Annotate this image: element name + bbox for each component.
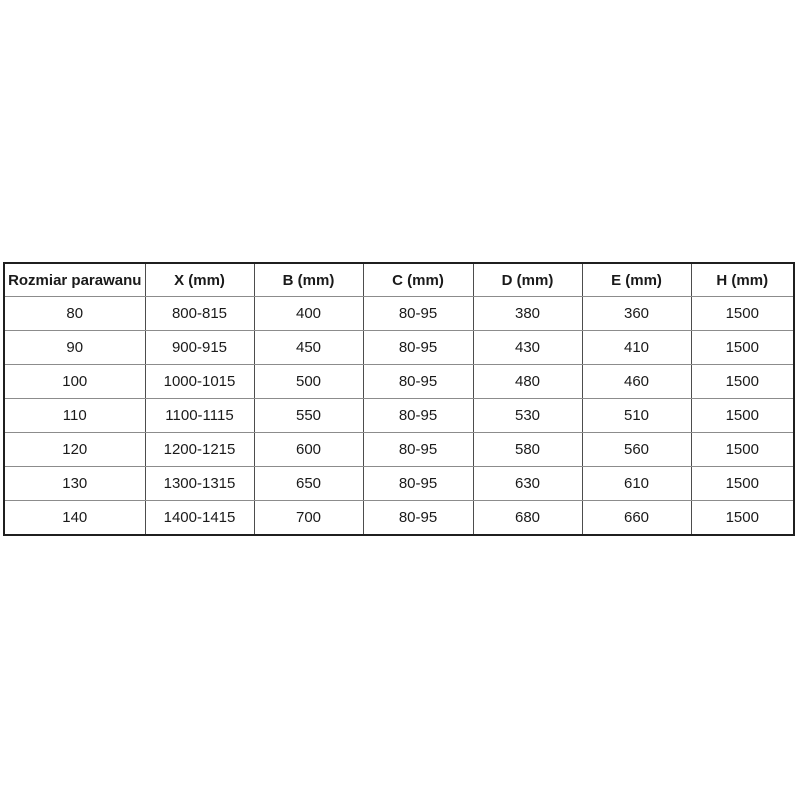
table-cell: 460	[582, 365, 691, 399]
table-row-100	[4, 365, 794, 399]
table-cell: 360	[582, 297, 691, 331]
header-row	[4, 263, 794, 297]
table-cell: 1500	[691, 297, 794, 331]
table-cell: 550	[254, 399, 363, 433]
table-cell: 700	[254, 501, 363, 536]
table-cell: 1500	[691, 399, 794, 433]
table-cell: 430	[473, 331, 582, 365]
table-cell: 660	[582, 501, 691, 536]
table-cell: 80-95	[363, 501, 473, 536]
table-cell: 680	[473, 501, 582, 536]
table-row-80	[4, 297, 794, 331]
table-cell: 1100-1115	[145, 399, 254, 433]
size-spec-table	[3, 262, 795, 536]
table-cell: 530	[473, 399, 582, 433]
table-cell: 410	[582, 331, 691, 365]
column-header-x-mm: X (mm)	[145, 263, 254, 297]
table-cell: 80-95	[363, 297, 473, 331]
table-cell: 1500	[691, 331, 794, 365]
table-cell: 610	[582, 467, 691, 501]
table-cell: 1500	[691, 501, 794, 536]
table-cell: 80	[4, 297, 145, 331]
table-container	[3, 262, 795, 536]
table-cell: 1200-1215	[145, 433, 254, 467]
table-cell: 100	[4, 365, 145, 399]
column-header-c-mm: C (mm)	[363, 263, 473, 297]
table-cell: 80-95	[363, 399, 473, 433]
table-cell: 1500	[691, 467, 794, 501]
table-cell: 500	[254, 365, 363, 399]
table-cell: 900-915	[145, 331, 254, 365]
table-cell: 380	[473, 297, 582, 331]
table-cell: 560	[582, 433, 691, 467]
table-row-120	[4, 433, 794, 467]
column-header-rozmiar-parawanu: Rozmiar parawanu	[4, 263, 145, 297]
table-cell: 1400-1415	[145, 501, 254, 536]
table-row-90	[4, 331, 794, 365]
table-cell: 1500	[691, 433, 794, 467]
table-cell: 450	[254, 331, 363, 365]
table-cell: 480	[473, 365, 582, 399]
column-header-h-mm: H (mm)	[691, 263, 794, 297]
table-cell: 1500	[691, 365, 794, 399]
table-cell: 90	[4, 331, 145, 365]
table-cell: 80-95	[363, 467, 473, 501]
table-cell: 1300-1315	[145, 467, 254, 501]
table-cell: 80-95	[363, 331, 473, 365]
table-cell: 580	[473, 433, 582, 467]
column-header-b-mm: B (mm)	[254, 263, 363, 297]
table-cell: 650	[254, 467, 363, 501]
table-cell: 800-815	[145, 297, 254, 331]
table-body	[4, 297, 794, 536]
table-cell: 110	[4, 399, 145, 433]
table-row-140	[4, 501, 794, 536]
table-row-130	[4, 467, 794, 501]
table-cell: 510	[582, 399, 691, 433]
table-cell: 630	[473, 467, 582, 501]
table-cell: 1000-1015	[145, 365, 254, 399]
table-cell: 140	[4, 501, 145, 536]
table-cell: 130	[4, 467, 145, 501]
table-cell: 80-95	[363, 433, 473, 467]
table-row-110	[4, 399, 794, 433]
table-cell: 120	[4, 433, 145, 467]
table-cell: 600	[254, 433, 363, 467]
table-cell: 400	[254, 297, 363, 331]
column-header-e-mm: E (mm)	[582, 263, 691, 297]
column-header-d-mm: D (mm)	[473, 263, 582, 297]
table-cell: 80-95	[363, 365, 473, 399]
table-header	[4, 263, 794, 297]
